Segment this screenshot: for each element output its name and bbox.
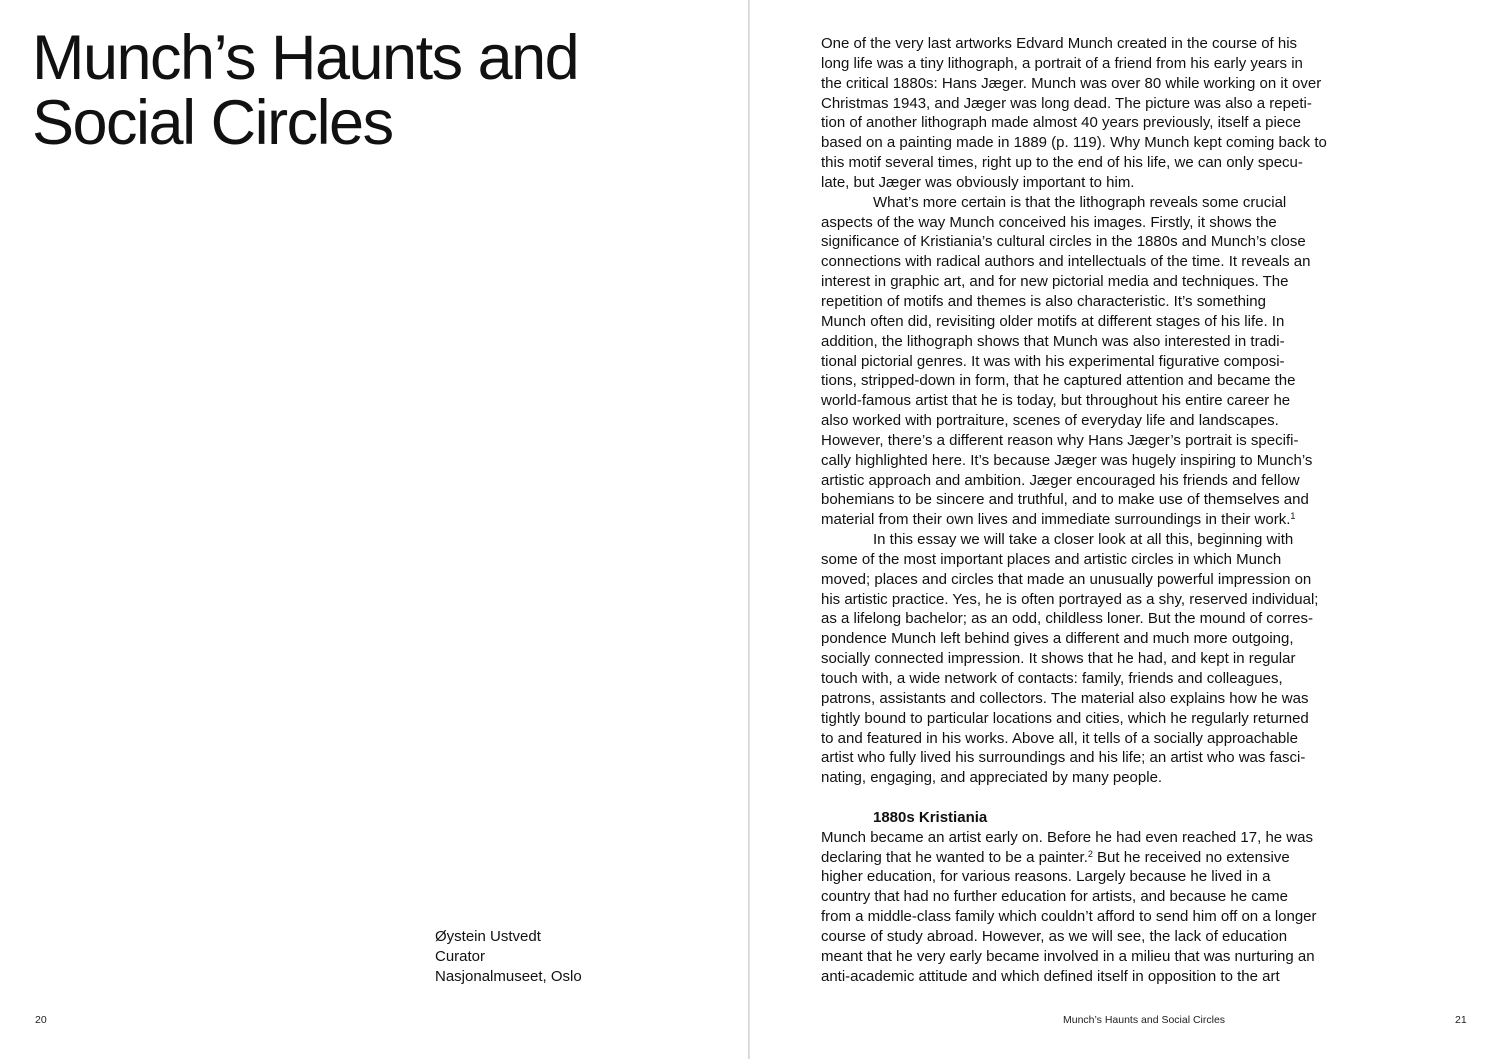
author-byline [435, 927, 582, 987]
text-line: late, but Jæger was obviously important to him. [821, 173, 1135, 191]
section-heading: 1880s Kristiania [873, 808, 988, 826]
right-page-number: 21 [1455, 1014, 1467, 1026]
left-page-number: 20 [35, 1014, 47, 1026]
essay-title [32, 23, 672, 158]
text-line: to and featured in his works. Above all, it tells of a socially approachable [821, 729, 1298, 747]
text-line: artist who fully lived his surroundings and his life; an artist who was fasci- [821, 749, 1306, 767]
title-line: Munch’s Haunts and [32, 23, 579, 93]
text-line: nating, engaging, and appreciated by many people. [821, 769, 1163, 787]
text-line: Munch became an artist early on. Before he had even reached 17, he was [821, 828, 1313, 846]
text-line: country that had no further education for artists, and because he came [821, 888, 1288, 906]
text-line-with-footnote [821, 510, 1341, 530]
text-line: Christmas 1943, and Jæger was long dead. The picture was also a repeti- [821, 94, 1312, 112]
text-line: anti-academic attitude and which defined itself in opposition to the art [821, 967, 1280, 985]
text-line: bohemians to be sincere and truthful, and to make use of themselves and [821, 491, 1309, 509]
text-line: moved; places and circles that made an unusually powerful impression on [821, 570, 1312, 588]
text-line: tional pictorial genres. It was with his experimental figurative composi- [821, 352, 1285, 370]
text-line: meant that he very early became involved in a milieu that was nurturing an [821, 947, 1315, 965]
text-line: addition, the lithograph shows that Munch was also interested in tradi- [821, 332, 1285, 350]
text-line: interest in graphic art, and for new pictorial media and techniques. The [821, 273, 1289, 291]
text-line: aspects of the way Munch conceived his images. Firstly, it shows the [821, 213, 1277, 231]
text-line: world-famous artist that he is today, but throughout his entire career he [821, 392, 1291, 410]
title-line: Social Circles [32, 88, 393, 158]
text-line: course of study abroad. However, as we will see, the lack of education [821, 927, 1288, 945]
text-line: higher education, for various reasons. Largely because he lived in a [821, 868, 1271, 886]
text-line: cally highlighted here. It’s because Jæger was hugely inspiring to Munch’s [821, 451, 1313, 469]
text-line: But he received no extensive [1092, 848, 1290, 866]
text-line: this motif several times, right up to the end of his life, we can only specu- [821, 154, 1303, 172]
text-line: Munch often did, revisiting older motifs at different stages of his life. In [821, 312, 1285, 330]
text-line: What’s more certain is that the lithograph reveals some crucial [873, 193, 1287, 211]
text-line: based on a painting made in 1889 (p. 119). Why Munch kept coming back to [821, 134, 1327, 152]
footnote-ref[interactable]: 1 [1290, 511, 1296, 522]
text-line-with-footnote [821, 848, 1341, 868]
right-page [751, 0, 1500, 1059]
author-institution: Nasjonalmuseet, Oslo [435, 968, 582, 985]
gutter-divider [748, 0, 750, 1059]
text-line: from a middle-class family which couldn’t afford to send him off on a longer [821, 908, 1317, 926]
text-line: his artistic practice. Yes, he is often portrayed as a shy, reserved individual; [821, 590, 1319, 608]
paragraph-gap [821, 788, 1341, 808]
footnote-ref[interactable]: 2 [1087, 848, 1093, 859]
text-line: repetition of motifs and themes is also characteristic. It’s something [821, 292, 1266, 310]
text-line: touch with, a wide network of contacts: family, friends and colleagues, [821, 670, 1283, 687]
text-line: In this essay we will take a closer look at all this, beginning with [873, 531, 1294, 549]
text-line: long life was a tiny lithograph, a portrait of a friend from his early years in [821, 54, 1303, 72]
text-line: as a lifelong bachelor; as an odd, childless loner. But the mound of corres- [821, 610, 1313, 628]
text-line: material from their own lives and immediate surroundings in their work. [821, 511, 1291, 529]
text-line: tightly bound to particular locations and cities, which he regularly returned [821, 709, 1309, 727]
text-line: One of the very last artworks Edvard Munch created in the course of his [821, 35, 1298, 52]
author-role: Curator [435, 948, 486, 965]
left-page [0, 0, 749, 1059]
essay-body [821, 34, 1341, 987]
text-line: some of the most important places and artistic circles in which Munch [821, 550, 1282, 568]
text-line: pondence Munch left behind gives a different and much more outgoing, [821, 630, 1294, 648]
text-line: significance of Kristiania’s cultural circles in the 1880s and Munch’s close [821, 233, 1306, 251]
text-line: patrons, assistants and collectors. The material also explains how he was [821, 689, 1309, 707]
text-line: However, there’s a different reason why Hans Jæger’s portrait is specifi- [821, 431, 1299, 449]
text-line: artistic approach and ambition. Jæger encouraged his friends and fellow [821, 471, 1300, 489]
text-line: the critical 1880s: Hans Jæger. Munch was over 80 while working on it over [821, 74, 1322, 92]
text-line: socially connected impression. It shows that he had, and kept in regular [821, 650, 1296, 668]
text-line: tions, stripped-down in form, that he captured attention and became the [821, 372, 1296, 390]
text-line: declaring that he wanted to be a painter. [821, 848, 1088, 866]
author-name: Øystein Ustvedt [435, 928, 541, 945]
text-line: tion of another lithograph made almost 40 years previously, itself a piece [821, 114, 1301, 132]
text-line: connections with radical authors and intellectuals of the time. It reveals an [821, 253, 1311, 271]
running-head: Munch’s Haunts and Social Circles [1063, 1014, 1226, 1026]
text-line: also worked with portraiture, scenes of everyday life and landscapes. [821, 412, 1279, 430]
